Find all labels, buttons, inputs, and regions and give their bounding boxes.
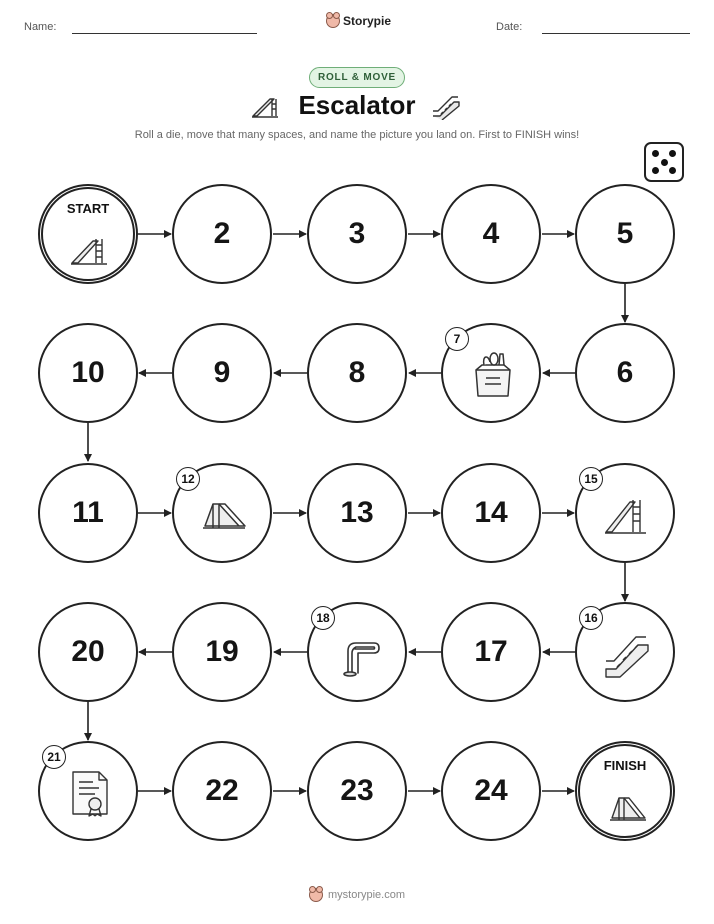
finish-space[interactable] (575, 741, 675, 841)
certificate-icon (65, 768, 115, 818)
finish-label: FINISH (603, 758, 647, 773)
board-space[interactable]: 22 (172, 741, 272, 841)
space-number-tag: 18 (311, 606, 335, 630)
board-space[interactable]: 19 (172, 602, 272, 702)
bear-icon (309, 888, 323, 902)
page-title: Escalator (298, 90, 416, 120)
board-space[interactable]: 2 (172, 184, 272, 284)
board-space[interactable]: 8 (307, 323, 407, 423)
picture-space[interactable] (575, 602, 675, 702)
board-space[interactable]: 6 (575, 323, 675, 423)
board-space[interactable]: 17 (441, 602, 541, 702)
name-label: Name: (24, 21, 57, 33)
picture-space[interactable] (307, 602, 407, 702)
slide-icon (606, 790, 648, 824)
board-space[interactable]: 9 (172, 323, 272, 423)
space-number-tag: 16 (579, 606, 603, 630)
board-space[interactable]: 23 (307, 741, 407, 841)
board-space[interactable]: 10 (38, 323, 138, 423)
board-space[interactable]: 11 (38, 463, 138, 563)
picture-space[interactable] (575, 463, 675, 563)
board-space[interactable]: 20 (38, 602, 138, 702)
date-label: Date: (496, 21, 523, 33)
board-space[interactable]: 4 (441, 184, 541, 284)
playground-slide-icon (602, 490, 652, 540)
grocery-bag-icon (468, 350, 518, 400)
picture-space[interactable] (441, 323, 541, 423)
playground-slide-icon (69, 233, 111, 267)
board-space[interactable]: 5 (575, 184, 675, 284)
picture-space[interactable] (38, 741, 138, 841)
space-number-tag: 15 (579, 467, 603, 491)
activity-badge: ROLL & MOVE (309, 67, 405, 88)
picture-space[interactable] (172, 463, 272, 563)
board-space[interactable]: 14 (441, 463, 541, 563)
space-number-tag: 12 (176, 467, 200, 491)
space-number-tag: 21 (42, 745, 66, 769)
start-space[interactable] (38, 184, 138, 284)
instructions-text: Roll a die, move that many spaces, and name the picture you land on. First to FINISH wins! (134, 129, 580, 141)
escalator-icon (602, 629, 652, 679)
footer (0, 888, 714, 902)
board-space[interactable]: 3 (307, 184, 407, 284)
slide-icon (199, 490, 249, 540)
board-space[interactable]: 13 (307, 463, 407, 563)
brand-name: Storypie (343, 14, 392, 28)
space-number-tag: 7 (445, 327, 469, 351)
handrail-icon (334, 629, 384, 679)
board-space[interactable]: 24 (441, 741, 541, 841)
start-label: START (66, 201, 110, 216)
footer-site[interactable]: mystorypie.com (327, 889, 406, 901)
